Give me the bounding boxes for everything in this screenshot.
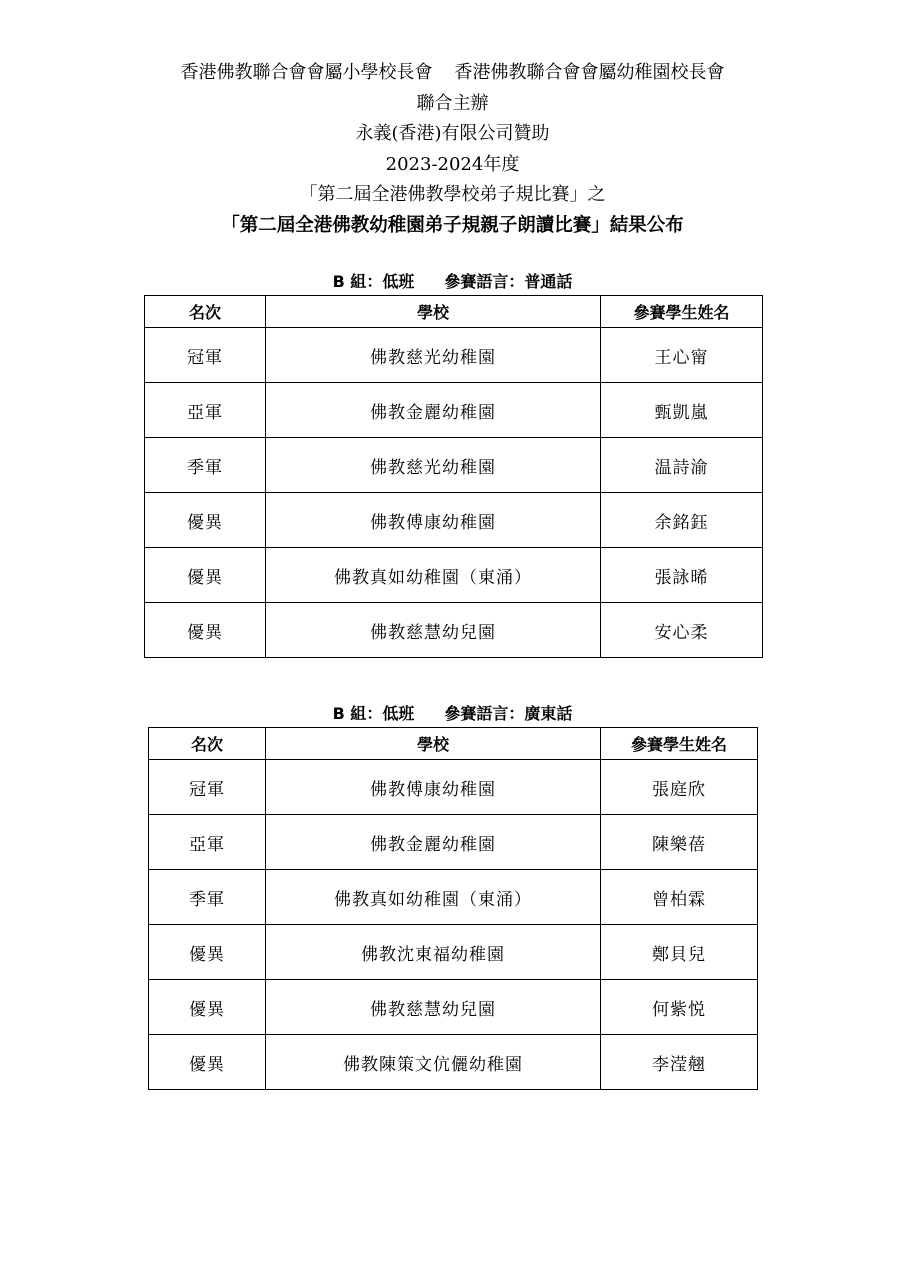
- table-row: [149, 815, 758, 870]
- student-cell: 鄭貝兒: [601, 925, 758, 980]
- rank-cell: 優異: [145, 603, 266, 658]
- school-cell: 佛教慈慧幼兒園: [266, 603, 601, 658]
- column-header-rank: 名次: [145, 296, 266, 328]
- student-cell: 張庭欣: [601, 760, 758, 815]
- school-cell: 佛教真如幼稚園（東涌）: [266, 548, 601, 603]
- school-cell: 佛教陳策文伉儷幼稚園: [266, 1035, 601, 1090]
- organizer-kindergarten-heads: 香港佛教聯合會會屬幼稚園校長會: [454, 62, 725, 83]
- student-cell: 陳樂蓓: [601, 815, 758, 870]
- rank-cell: 優異: [149, 980, 266, 1035]
- sponsor-line: 永義(香港)有限公司贊助: [355, 123, 550, 144]
- column-header-rank: 名次: [149, 728, 266, 760]
- rank-cell: 亞軍: [145, 383, 266, 438]
- student-cell: 安心柔: [601, 603, 763, 658]
- student-cell: 余銘鈺: [601, 493, 763, 548]
- rank-cell: 優異: [149, 925, 266, 980]
- column-header-school: 學校: [266, 728, 601, 760]
- document-title: 「第二屆全港佛教幼稚園弟子規親子朗讀比賽」結果公布: [221, 214, 684, 236]
- rank-cell: 季軍: [145, 438, 266, 493]
- rank-cell: 優異: [145, 548, 266, 603]
- column-header-student: 參賽學生姓名: [601, 296, 763, 328]
- table-row: [149, 760, 758, 815]
- student-cell: 温詩渝: [601, 438, 763, 493]
- school-cell: 佛教真如幼稚園（東涌）: [266, 870, 601, 925]
- rank-cell: 季軍: [149, 870, 266, 925]
- student-cell: 李滢翹: [601, 1035, 758, 1090]
- organizer-primary-school-heads: 香港佛教聯合會會屬小學校長會: [180, 62, 433, 83]
- rank-cell: 冠軍: [145, 328, 266, 383]
- column-header-student: 參賽學生姓名: [601, 728, 758, 760]
- student-cell: 甄凱嵐: [601, 383, 763, 438]
- results-section-cantonese: [0, 702, 905, 1075]
- table-row: [145, 328, 763, 383]
- rank-cell: 優異: [149, 1035, 266, 1090]
- school-year-line: 2023-2024年度: [385, 153, 520, 175]
- school-cell: 佛教傅康幼稚園: [266, 493, 601, 548]
- table-header-row: [145, 296, 763, 328]
- group-label: B 組：低班: [332, 272, 415, 291]
- organizers-line: [0, 58, 905, 89]
- rank-cell: 亞軍: [149, 815, 266, 870]
- table-row: [145, 603, 763, 658]
- co-organized-line: 聯合主辦: [416, 92, 489, 114]
- table-row: [145, 383, 763, 438]
- language-label: 參賽語言：普通話: [444, 272, 573, 291]
- section-title: [0, 270, 905, 294]
- table-row: [149, 1035, 758, 1090]
- school-cell: 佛教慈光幼稚園: [266, 438, 601, 493]
- results-section-putonghua: [0, 270, 905, 643]
- results-table: [148, 727, 758, 1090]
- student-cell: 何紫悦: [601, 980, 758, 1035]
- column-header-school: 學校: [266, 296, 601, 328]
- table-row: [145, 438, 763, 493]
- rank-cell: 優異: [145, 493, 266, 548]
- table-header-row: [149, 728, 758, 760]
- competition-line: 「第二屆全港佛教學校弟子規比賽」之: [299, 184, 606, 205]
- results-table: [144, 295, 763, 658]
- table-row: [149, 925, 758, 980]
- student-cell: 曾柏霖: [601, 870, 758, 925]
- school-cell: 佛教金麗幼稚園: [266, 383, 601, 438]
- group-label: B 組：低班: [332, 704, 415, 723]
- student-cell: 張詠晞: [601, 548, 763, 603]
- language-label: 參賽語言：廣東話: [444, 704, 573, 723]
- school-cell: 佛教慈光幼稚園: [266, 328, 601, 383]
- school-cell: 佛教慈慧幼兒園: [266, 980, 601, 1035]
- school-cell: 佛教傅康幼稚園: [266, 760, 601, 815]
- rank-cell: 冠軍: [149, 760, 266, 815]
- table-row: [149, 980, 758, 1035]
- document-header: [0, 58, 905, 241]
- student-cell: 王心甯: [601, 328, 763, 383]
- school-cell: 佛教沈東福幼稚園: [266, 925, 601, 980]
- table-row: [149, 870, 758, 925]
- table-row: [145, 548, 763, 603]
- section-title: [0, 702, 905, 726]
- school-cell: 佛教金麗幼稚園: [266, 815, 601, 870]
- table-row: [145, 493, 763, 548]
